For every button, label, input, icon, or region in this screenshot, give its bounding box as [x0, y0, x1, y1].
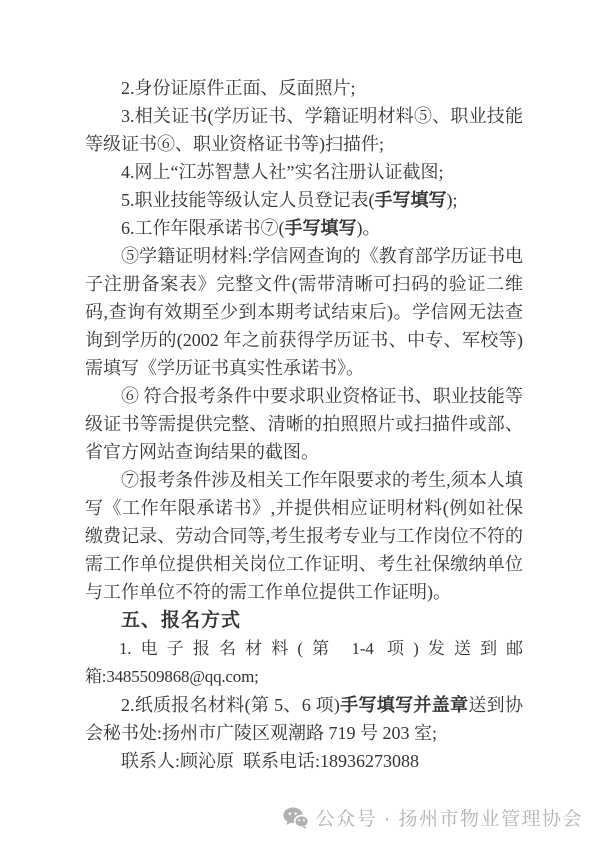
paragraph — [85, 635, 523, 691]
text-run: 2.身份证原件正面、反面照片; — [121, 78, 356, 98]
text-run: 联系人:顾沁原 联系电话:18936273088 — [121, 751, 420, 771]
text-run: 3.相关证书(学历证书、学籍证明材料⑤、职业技能等级证书⑥、职业资格证书等)扫描件; — [85, 106, 523, 154]
paragraph — [85, 102, 523, 158]
text-run: ⑥ 符合报考条件中要求职业资格证书、职业技能等级证书等需提供完整、清晰的拍照照片或扫描件或部、省官方网站查询结果的截图。 — [85, 386, 523, 462]
paragraph — [85, 242, 523, 382]
paragraph — [85, 186, 523, 214]
document-body — [85, 74, 523, 775]
paragraph — [85, 214, 523, 242]
wechat-account-label: 公众号 · 扬州市物业管理协会 — [315, 809, 583, 830]
wechat-footer — [283, 804, 583, 831]
text-run: )。 — [356, 218, 381, 238]
emphasis-text-run: 手写填写并盖章 — [339, 695, 469, 715]
emphasis-text-run: 五、报名方式 — [121, 610, 242, 631]
text-run: ); — [446, 190, 458, 210]
text-run: 2.纸质报名材料(第 5、6 项) — [121, 695, 340, 715]
text-run: ⑦报考条件涉及相关工作年限要求的考生,须本人填写《工作年限承诺书》,并提供相应证明材料(例如社保缴费记录、劳动合同等,考生报考专业与工作岗位不符的需工作单位提供相关岗位工作证明、考生社保缴纳单位与工作单位不符的需工作单位提供工作证明)。 — [85, 470, 523, 602]
wechat-icon — [283, 807, 309, 829]
text-run: 6.工作年限承诺书⑦( — [121, 218, 285, 238]
text-run: 1.电子报名材料(第 1-4 项)发送到邮箱:3485509868@qq.com; — [85, 639, 523, 686]
emphasis-text-run: 手写填写 — [374, 190, 447, 210]
paragraph — [85, 158, 523, 186]
paragraph — [85, 382, 523, 466]
paragraph — [85, 74, 523, 102]
text-run: 4.网上“江苏智慧人社”实名注册认证截图; — [121, 162, 444, 182]
paragraph — [85, 747, 523, 775]
text-run: 送到协会秘书处:扬州市广陵区观潮路 719 号 203 室; — [85, 695, 523, 743]
paragraph — [85, 691, 523, 747]
text-run: ⑤学籍证明材料:学信网查询的《教育部学历证书电子注册备案表》完整文件(需带清晰可扫码的验证二维码,查询有效期至少到本期考试结束后)。学信网无法查询到学历的(2002 年之前获得学历证书、中专、军校等)需填写《学历证书真实性承诺书》。 — [85, 246, 523, 378]
section-heading — [85, 606, 523, 635]
text-run: 5.职业技能等级认定人员登记表( — [121, 190, 375, 210]
paragraph — [85, 466, 523, 606]
emphasis-text-run: 手写填写 — [284, 218, 357, 238]
